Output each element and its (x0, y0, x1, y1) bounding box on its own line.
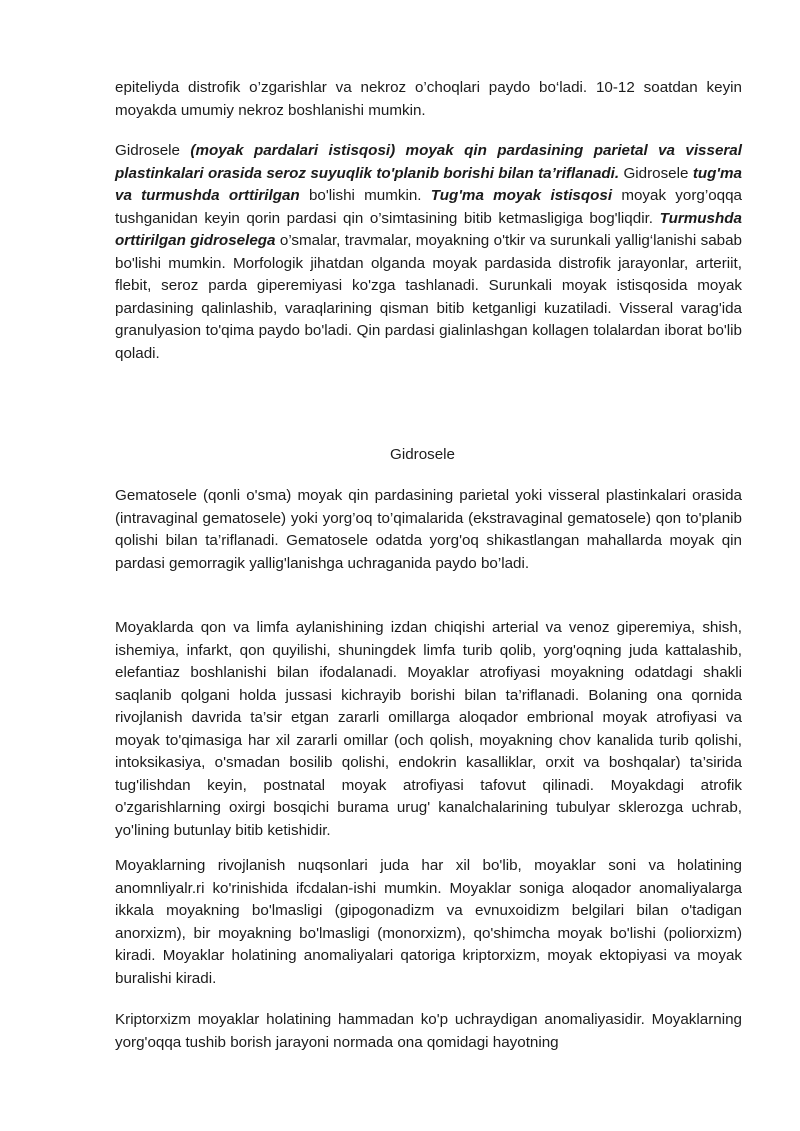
emphasis-acquired: Turmushda orttirilgan gidroselega (115, 209, 742, 249)
paragraph-kriptorxizm: Kriptorxizm moyaklar holatining hammadan ko'p uchraydigan anomaliyasidir. Moyaklarning yorg'oqqa tushib borish jarayoni normada ona qomidagi hayotning (115, 1011, 742, 1051)
emphasis-definition: (moyak pardalari istisqosi) moyak qin pardasining parietal va visseral plastinkalari orasida seroz suyuqlik to'planib borishi bilan ta’riflanadi. (115, 142, 742, 182)
text-run: Gidrosele (619, 164, 693, 182)
paragraph-nuqsonlar: Moyaklarning rivojlanish nuqsonlari juda har xil bo'lib, moyaklar soni va holatining anomnliyalr.ri ko'rinishida ifcdalan-ishi mumkin. Moyaklar soniga aloqador anomaliyalarga ikkala moyakning bo'lmasligi (gipogonadizm va evnuxoidizm belgilari bilan o'tadigan anorxizm), bir moyakning bo'lmasligi (monorxizm), qo'shimcha moyak bo'lishi (poliorxizm) kiradi. Moyaklar holatining anomaliyalari qatoriga kriptorxizm, moyak ektopiyasi va moyak buralishi kiradi. (115, 857, 742, 987)
text-run: o’smalar, travmalar, moyakning o'tkir va surunkali yallig‘lanishi sabab bo'lishi mumkin. Morfologik jihatdan olganda moyak pardasida distrofik jarayonlar, arteriit, flebit, seroz parda giperemiyasi ko'zga tashlanadi. Surunkali moyak istisqosida moyak pardasining qalinlashib, varaqlarining qisman bitib ketganligi kuzatiladi. Visseral varag'ida granulyasion to'qima paydo bo'ladi. Qin pardasi gialinlashgan kollagen tolalardan iborat bo'lib qoladi. (115, 232, 742, 362)
paragraph-gematosele: Gematosele (qonli o'sma) moyak qin pardasining parietal yoki visseral plastinkalari orasida (intravaginal gematosele) yoki yorg’oq to’qimalarida (ekstravaginal gematosele) qon to'planib qolishi bilan ta’riflanadi. Gematosele odatda yorg'oq shikastlangan mahallarda moyak qin pardasi gemorragik yallig'lanishga uchraganida paydo bo’ladi. (115, 487, 742, 572)
section-heading: Gidrosele (390, 446, 455, 463)
paragraph-nekroz: epiteliyda distrofik o’zgarishlar va nekroz o’choqlari paydo bo‘ladi. 10-12 soatdan keyin moyakda umumiy nekroz boshlanishi mumkin. (115, 79, 742, 119)
text-run: bo'lishi mumkin. (299, 187, 431, 204)
emphasis-congenital: Tug'ma moyak istisqosi (430, 187, 613, 204)
paragraph-atrofiya: Moyaklarda qon va limfa aylanishining izdan chiqishi arterial va venoz giperemiya, shish, ishemiya, infarkt, qon quyilishi, shuningdek limfa turib qolib, yorg'oqning juda kattalashib, elefantiaz boshlanishi bilan ifodalanadi. Moyaklar atrofiyasi moyakning odatdagi shakli saqlanib qolgani holda jussasi kichrayib borishi bilan ta’riflanadi. Bolaning ona qornida rivojlanish davrida ta’sir etgan zararli omillarga aloqador embrional moyak atrofiyasi va moyak to'qimasiga har xil zararli omillar (och qolish, moyakning chov kanalida turib qolishi, intoksikasiya, o'smadan bosilib qolishi, endokrin kasalliklar, orxit va boshqalar) ta’sirida tug'ilishdan keyin, postnatal moyak atrofiyasi tafovut qilinadi. Moyakdagi atrofik o'zgarishlarning oxirgi bosqichi burama urug' kanalchalarining tubulyar sklerozga uchrab, yo'lining butunlay bitib ketishidir. (115, 619, 742, 839)
text-run: moyak yorg’oqqa tushganidan keyin qorin pardasi qin o’simtasining bitib ketmasligiga bog'liqdir. (115, 187, 742, 227)
paragraph-gidrosele (115, 140, 742, 365)
text-run: Gidrosele (115, 142, 191, 159)
emphasis-types: tug'ma va turmushda orttirilgan (115, 164, 742, 204)
